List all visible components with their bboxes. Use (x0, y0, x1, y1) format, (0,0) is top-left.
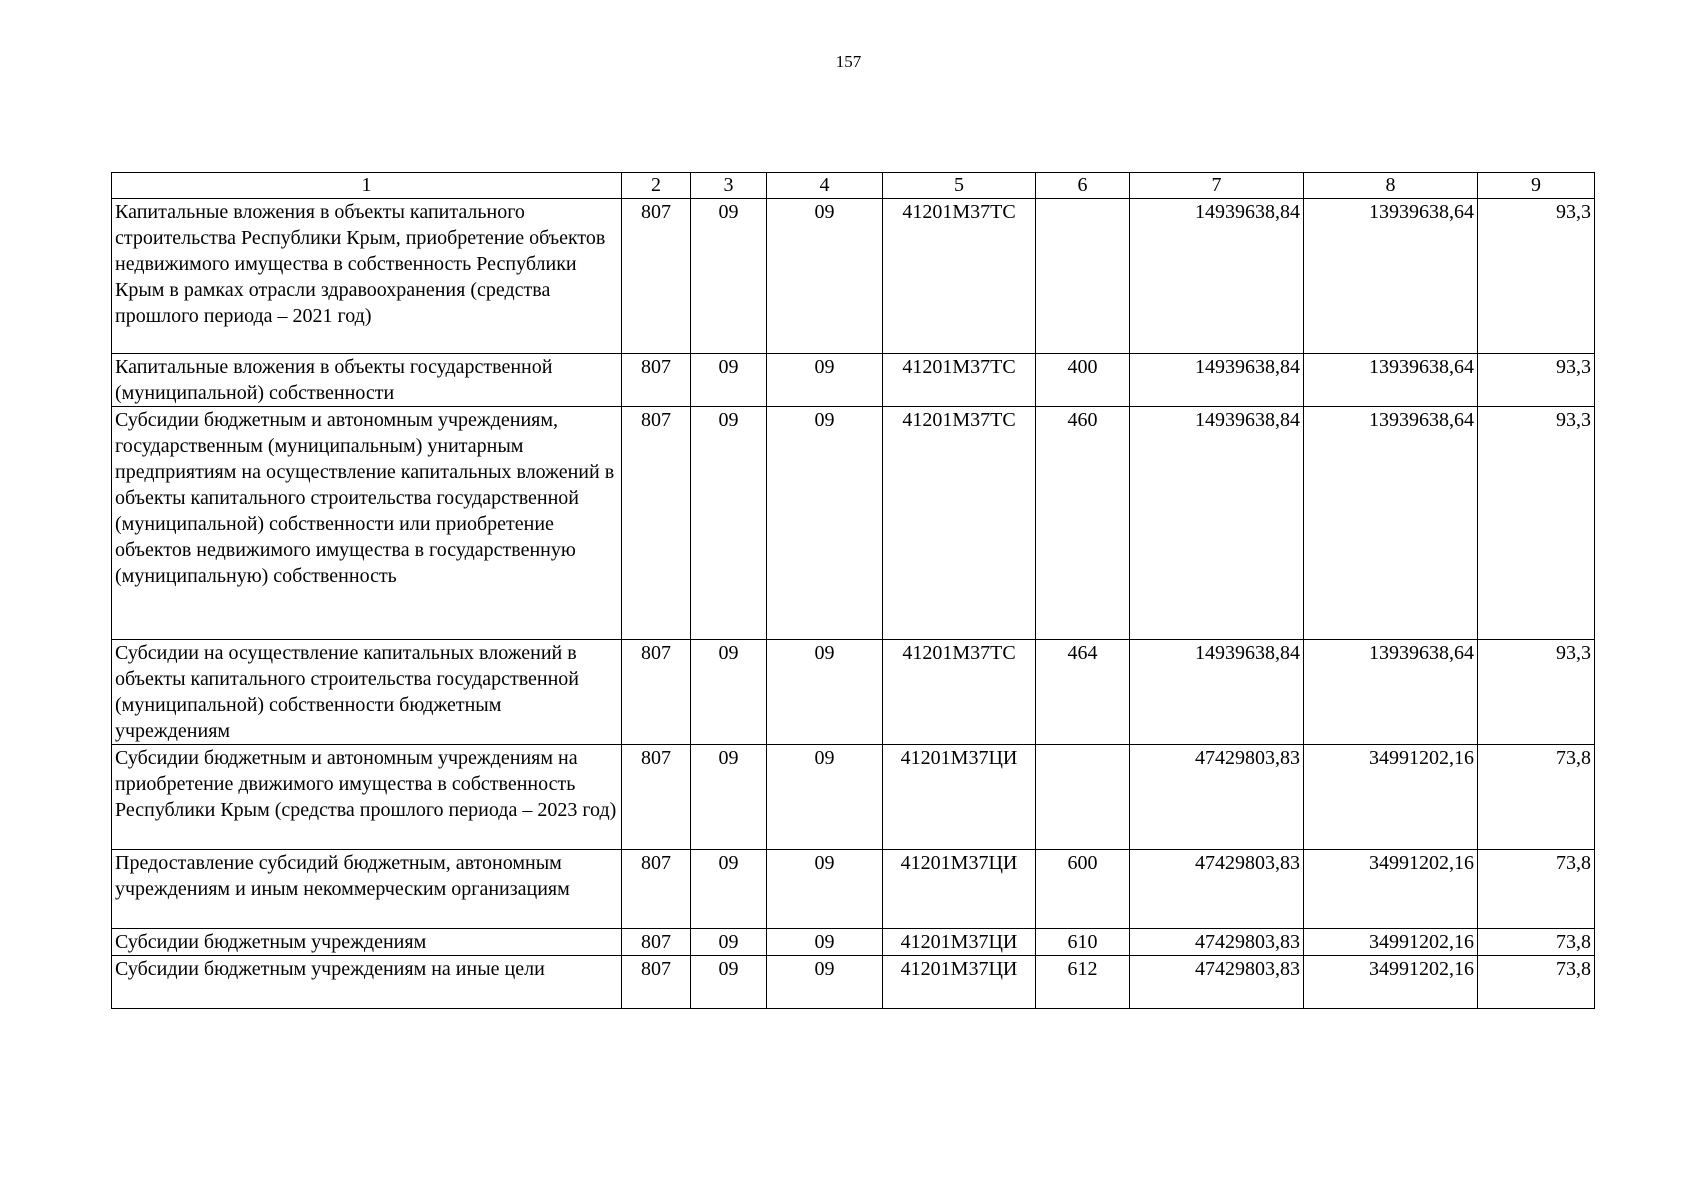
row-code-6: 464 (1036, 640, 1130, 745)
row-amount-7: 47429803,83 (1130, 956, 1304, 1009)
row-code-2: 807 (622, 956, 691, 1009)
row-percent-9: 73,8 (1478, 745, 1595, 850)
row-code-4: 09 (767, 929, 883, 956)
row-code-2: 807 (622, 745, 691, 850)
header-col-7: 7 (1130, 173, 1304, 199)
row-percent-9: 93,3 (1478, 407, 1595, 640)
table-row (112, 640, 1595, 745)
row-code-3: 09 (691, 956, 767, 1009)
row-code-2: 807 (622, 929, 691, 956)
header-row (112, 173, 1595, 199)
row-code-5: 41201М37ЦИ (883, 929, 1036, 956)
row-code-3: 09 (691, 199, 767, 354)
table-row (112, 407, 1595, 640)
row-code-6 (1036, 745, 1130, 850)
row-code-4: 09 (767, 407, 883, 640)
row-code-2: 807 (622, 199, 691, 354)
budget-table (111, 172, 1595, 1009)
row-name: Капитальные вложения в объекты капитального строительства Республики Крым, приобретение объектов недвижимого имущества в собственность Республики Крым в рамках отрасли здравоохранения (средства прошлого периода – 2021 год) (112, 199, 622, 354)
row-code-5: 41201М37ТС (883, 640, 1036, 745)
row-code-6: 600 (1036, 850, 1130, 929)
row-amount-8: 13939638,64 (1304, 354, 1478, 407)
row-name: Предоставление субсидий бюджетным, автономным учреждениям и иным некоммерческим организациям (112, 850, 622, 929)
row-amount-8: 13939638,64 (1304, 199, 1478, 354)
row-amount-8: 34991202,16 (1304, 956, 1478, 1009)
row-code-5: 41201М37ЦИ (883, 745, 1036, 850)
row-amount-7: 47429803,83 (1130, 850, 1304, 929)
row-amount-8: 34991202,16 (1304, 929, 1478, 956)
row-code-5: 41201М37ТС (883, 354, 1036, 407)
table-row (112, 745, 1595, 850)
row-percent-9: 93,3 (1478, 640, 1595, 745)
row-percent-9: 73,8 (1478, 956, 1595, 1009)
table-row (112, 929, 1595, 956)
row-code-3: 09 (691, 640, 767, 745)
row-code-5: 41201М37ЦИ (883, 956, 1036, 1009)
table-row (112, 199, 1595, 354)
row-code-4: 09 (767, 199, 883, 354)
row-code-2: 807 (622, 354, 691, 407)
row-code-2: 807 (622, 640, 691, 745)
row-code-2: 807 (622, 850, 691, 929)
header-col-8: 8 (1304, 173, 1478, 199)
table-row (112, 354, 1595, 407)
header-col-1: 1 (112, 173, 622, 199)
table-row (112, 956, 1595, 1009)
row-amount-7: 14939638,84 (1130, 407, 1304, 640)
row-code-6: 610 (1036, 929, 1130, 956)
row-amount-7: 47429803,83 (1130, 745, 1304, 850)
row-amount-8: 13939638,64 (1304, 640, 1478, 745)
row-amount-8: 34991202,16 (1304, 850, 1478, 929)
row-code-2: 807 (622, 407, 691, 640)
header-col-4: 4 (767, 173, 883, 199)
row-amount-7: 47429803,83 (1130, 929, 1304, 956)
table-header (112, 173, 1595, 199)
row-code-4: 09 (767, 354, 883, 407)
row-amount-7: 14939638,84 (1130, 354, 1304, 407)
row-percent-9: 93,3 (1478, 199, 1595, 354)
row-percent-9: 73,8 (1478, 929, 1595, 956)
row-code-6: 612 (1036, 956, 1130, 1009)
row-code-3: 09 (691, 745, 767, 850)
header-col-2: 2 (622, 173, 691, 199)
row-percent-9: 93,3 (1478, 354, 1595, 407)
row-amount-7: 14939638,84 (1130, 640, 1304, 745)
row-code-6: 400 (1036, 354, 1130, 407)
header-col-9: 9 (1478, 173, 1595, 199)
header-col-3: 3 (691, 173, 767, 199)
row-amount-7: 14939638,84 (1130, 199, 1304, 354)
header-col-5: 5 (883, 173, 1036, 199)
row-name: Субсидии на осуществление капитальных вложений в объекты капитального строительства государственной (муниципальной) собственности бюджетным учреждениям (112, 640, 622, 745)
header-col-6: 6 (1036, 173, 1130, 199)
page-number: 157 (835, 52, 862, 71)
row-code-3: 09 (691, 929, 767, 956)
row-name: Капитальные вложения в объекты государственной (муниципальной) собственности (112, 354, 622, 407)
row-code-5: 41201М37ЦИ (883, 850, 1036, 929)
row-code-3: 09 (691, 850, 767, 929)
row-name: Субсидии бюджетным учреждениям (112, 929, 622, 956)
row-amount-8: 34991202,16 (1304, 745, 1478, 850)
row-code-4: 09 (767, 956, 883, 1009)
row-amount-8: 13939638,64 (1304, 407, 1478, 640)
table-row (112, 850, 1595, 929)
row-name: Субсидии бюджетным учреждениям на иные цели (112, 956, 622, 1009)
row-code-4: 09 (767, 850, 883, 929)
row-code-4: 09 (767, 640, 883, 745)
row-name: Субсидии бюджетным и автономным учреждениям, государственным (муниципальным) унитарным предприятиям на осуществление капитальных вложений в объекты капитального строительства государственной (муниципальной) собственности или приобретение объектов недвижимого имущества в государственную (муниципальную) собственность (112, 407, 622, 640)
row-code-5: 41201М37ТС (883, 199, 1036, 354)
row-code-4: 09 (767, 745, 883, 850)
row-name: Субсидии бюджетным и автономным учреждениям на приобретение движимого имущества в собственность Республики Крым (средства прошлого периода – 2023 год) (112, 745, 622, 850)
row-percent-9: 73,8 (1478, 850, 1595, 929)
row-code-6 (1036, 199, 1130, 354)
row-code-6: 460 (1036, 407, 1130, 640)
row-code-3: 09 (691, 354, 767, 407)
row-code-5: 41201М37ТС (883, 407, 1036, 640)
row-code-3: 09 (691, 407, 767, 640)
table-body (112, 199, 1595, 1009)
